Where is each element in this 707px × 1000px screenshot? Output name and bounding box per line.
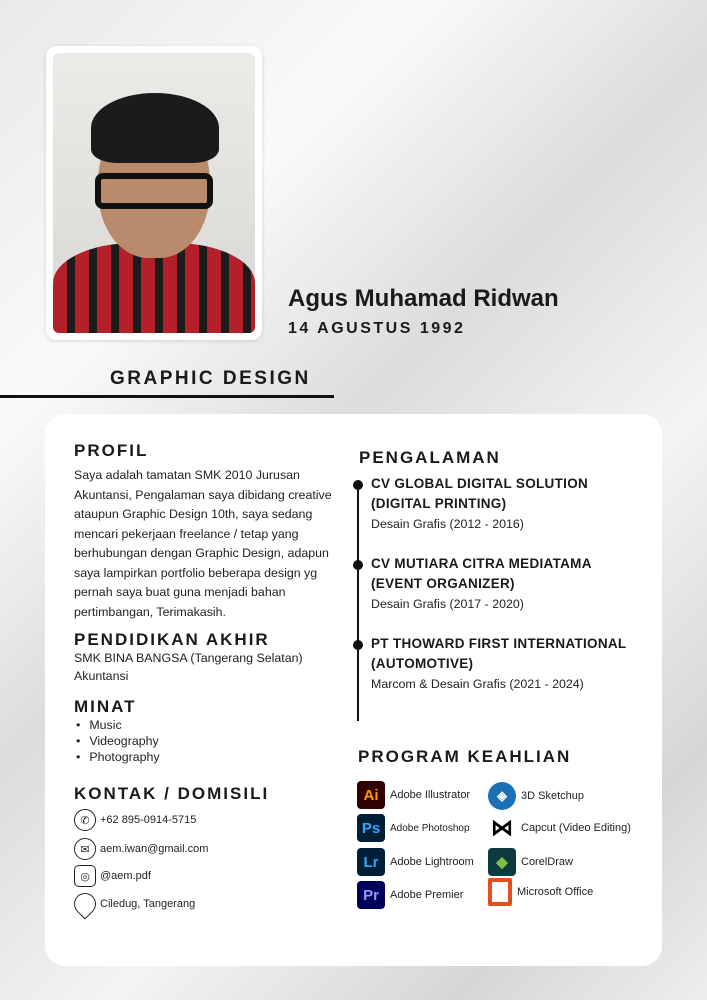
timeline-dot <box>353 560 363 570</box>
location-row <box>74 893 195 915</box>
job-company: PT THOWARD FIRST INTERNATIONAL <box>371 636 627 651</box>
major: Akuntansi <box>74 669 129 683</box>
job-role: Desain Grafis (2017 - 2020) <box>371 597 524 611</box>
job-entry <box>371 474 588 531</box>
job-sector: (DIGITAL PRINTING) <box>371 496 507 511</box>
profile-photo <box>46 46 262 340</box>
job-role: Marcom & Desain Grafis (2021 - 2024) <box>371 677 584 691</box>
pengalaman-heading: PENGALAMAN <box>359 448 501 467</box>
job-role: Desain Grafis (2012 - 2016) <box>371 517 524 531</box>
lightroom-icon: Lr <box>357 848 385 876</box>
birth-date: 14 AGUSTUS 1992 <box>288 320 466 337</box>
instagram-text[interactable]: @aem.pdf <box>100 870 151 882</box>
skill-label: Capcut (Video Editing) <box>521 822 631 834</box>
school: SMK BINA BANGSA (Tangerang Selatan) <box>74 651 303 665</box>
skill-label: Adobe Illustrator <box>390 789 471 801</box>
minat-item: • Videography <box>74 733 160 749</box>
mail-icon: ✉ <box>74 838 96 860</box>
job-sector: (AUTOMOTIVE) <box>371 656 474 671</box>
coreldraw-icon: ◆ <box>488 848 516 876</box>
job-company: CV MUTIARA CITRA MEDIATAMA <box>371 556 592 571</box>
minat-item: • Photography <box>74 749 160 765</box>
job-entry <box>371 634 626 691</box>
photoshop-icon: Ps <box>357 814 385 842</box>
keahlian-heading: PROGRAM KEAHLIAN <box>358 747 572 766</box>
location-pin-icon <box>69 888 100 919</box>
premiere-icon: Pr <box>357 881 385 909</box>
instagram-row <box>74 865 151 887</box>
job-entry <box>371 554 592 611</box>
phone-row <box>74 809 196 831</box>
skill-label: Adobe Lightroom <box>390 856 474 868</box>
kontak-heading: KONTAK / DOMISILI <box>74 784 270 803</box>
skill-label: Microsoft Office <box>517 886 594 898</box>
phone-text[interactable]: +62 895-0914-5715 <box>100 814 197 826</box>
minat-item: • Music <box>74 717 160 733</box>
email-row <box>74 838 208 860</box>
divider <box>0 395 334 398</box>
capcut-icon: ⋈ <box>491 815 513 840</box>
glasses-shape <box>95 173 213 209</box>
skill-label: 3D Sketchup <box>521 790 584 802</box>
instagram-icon: ◎ <box>74 865 96 887</box>
job-role: GRAPHIC DESIGN <box>110 368 311 389</box>
skill-label: CorelDraw <box>521 856 573 868</box>
pendidikan-heading: PENDIDIKAN AKHIR <box>74 630 270 649</box>
timeline-line <box>357 485 359 721</box>
phone-icon: ✆ <box>74 809 96 831</box>
timeline-dot <box>353 480 363 490</box>
minat-list <box>74 717 160 765</box>
profil-text: Saya adalah tamatan SMK 2010 Jurusan Akuntansi, Pengalaman saya dibidang creative ataupun Graphic Design 10th, saya sedang mencari pekerjaan freelance / tetap yang berhubungan dengan Graphic Design, adapun saya lampirkan portfolio beberapa design yg pernah saya buat guna menjadi bahan pertimbangan, Terimakasih. <box>74 468 332 619</box>
minat-heading: MINAT <box>74 697 137 716</box>
email-text[interactable]: aem.iwan@gmail.com <box>100 843 209 855</box>
illustrator-icon: Ai <box>357 781 385 809</box>
profil-heading: PROFIL <box>74 441 149 460</box>
job-sector: (EVENT ORGANIZER) <box>371 576 515 591</box>
job-company: CV GLOBAL DIGITAL SOLUTION <box>371 476 589 491</box>
full-name: Agus Muhamad Ridwan <box>288 285 559 312</box>
skill-label: Adobe Photoshop <box>390 822 470 834</box>
location-text: Ciledug, Tangerang <box>100 898 196 910</box>
timeline-dot <box>353 640 363 650</box>
office-icon <box>488 878 512 906</box>
sketchup-icon: ◈ <box>488 782 516 810</box>
hair-shape <box>91 93 219 163</box>
skill-label: Adobe Premier <box>390 889 464 901</box>
